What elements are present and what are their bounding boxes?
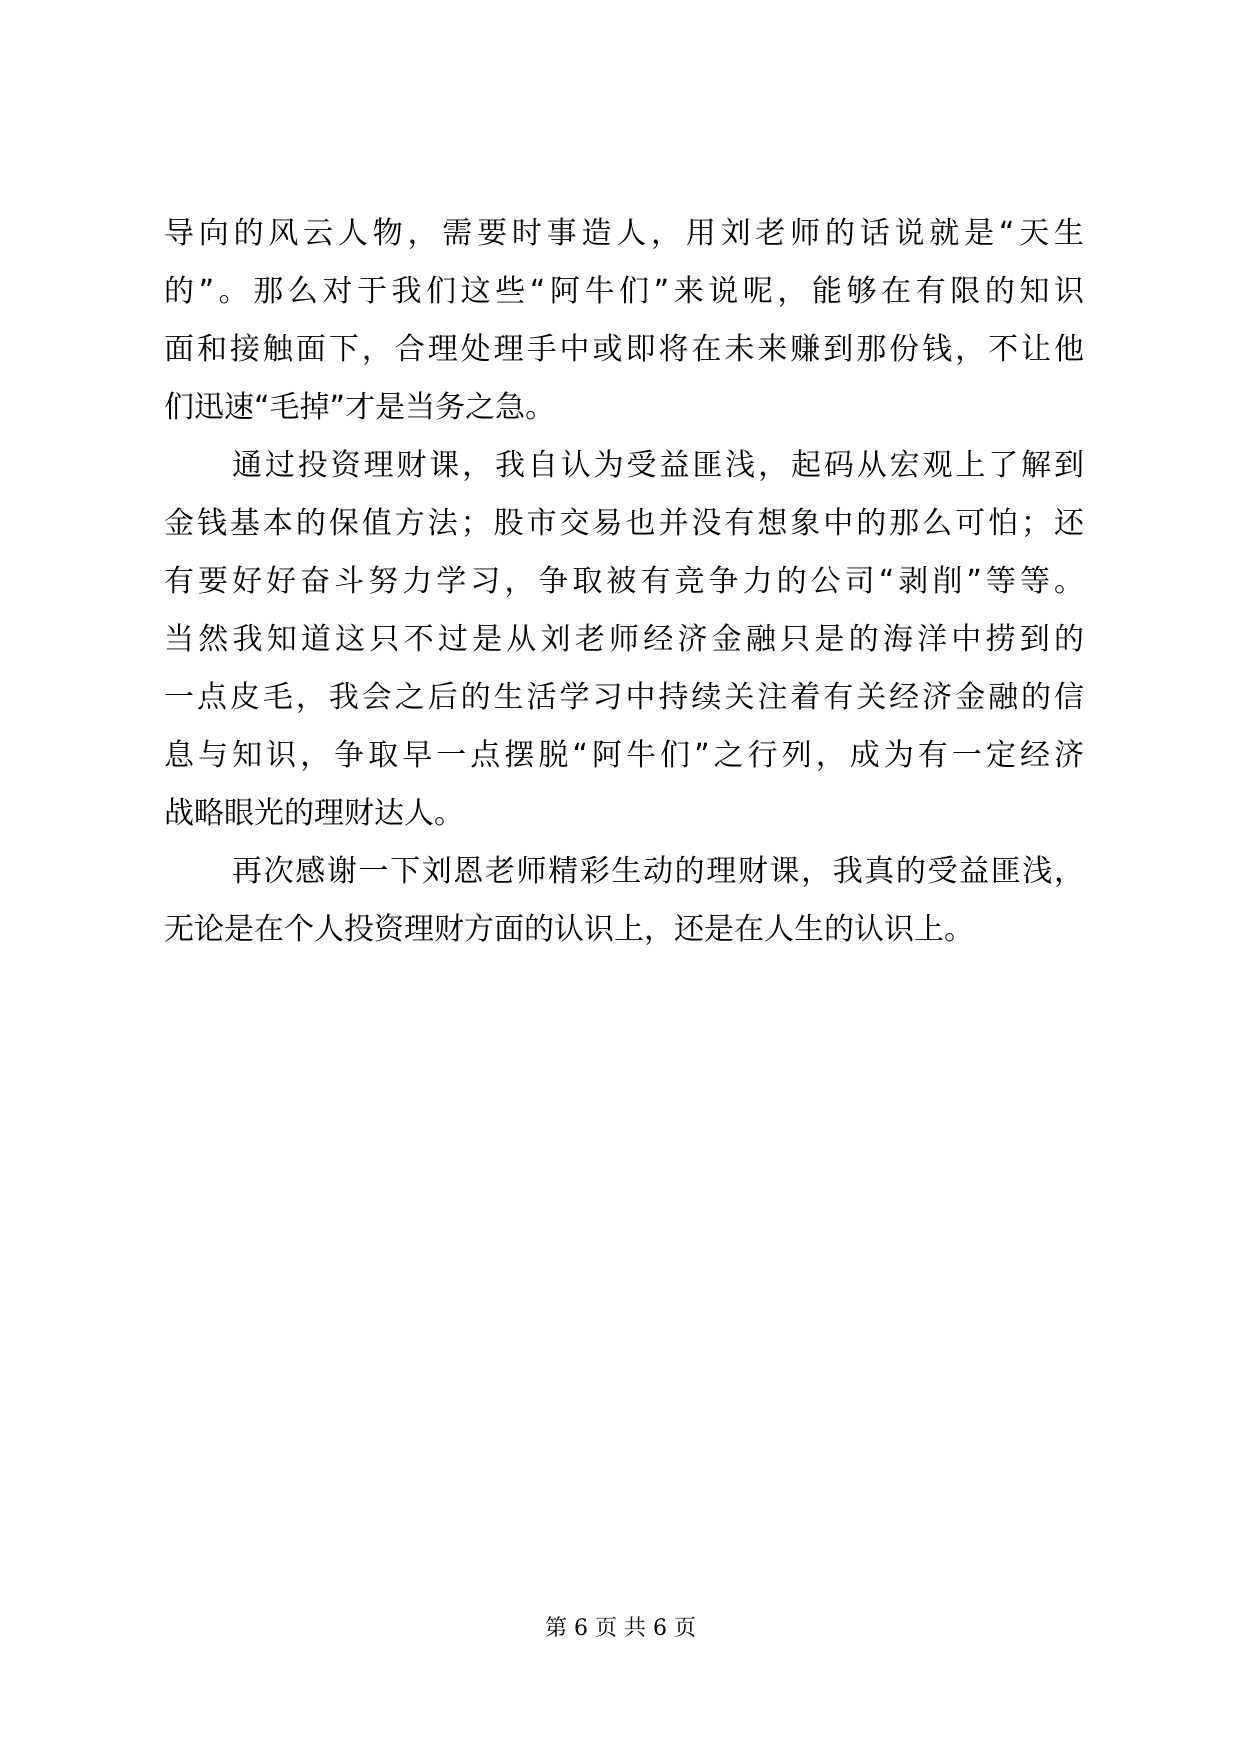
paragraph-2-line-1: 通过投资理财课，我自认为受益匪浅，起码从宏观上了解到: [232, 448, 1084, 483]
paragraph-3-line-2: 无论是在个人投资理财方面的认识上，还是在人生的认识上。: [164, 912, 974, 947]
paragraph-1-line-3: 面和接触面下，合理处理手中或即将在未来赚到那份钱，不让他: [164, 332, 1084, 367]
paragraph-1-line-1: 导向的风云人物，需要时事造人，用刘老师的话说就是“天生: [164, 216, 1084, 251]
page-number-footer: 第 6 页 共 6 页: [545, 1616, 696, 1641]
paragraph-2-line-6: 息与知识，争取早一点摆脱“阿牛们”之行列，成为有一定经济: [164, 738, 1084, 773]
paragraph-2-line-3: 有要好好奋斗努力学习，争取被有竞争力的公司“剥削”等等。: [164, 564, 1084, 599]
paragraph-2-line-7: 战略眼光的理财达人。: [164, 796, 464, 831]
paragraph-2-line-5: 一点皮毛，我会之后的生活学习中持续关注着有关经济金融的信: [164, 680, 1084, 715]
paragraph-1-line-4: 们迅速“毛掉”才是当务之急。: [164, 390, 556, 425]
paragraph-2-line-2: 金钱基本的保值方法；股市交易也并没有想象中的那么可怕；还: [164, 506, 1084, 541]
paragraph-1-line-2: 的”。那么对于我们这些“阿牛们”来说呢，能够在有限的知识: [164, 274, 1084, 309]
paragraph-2-line-4: 当然我知道这只不过是从刘老师经济金融只是的海洋中捞到的: [164, 622, 1084, 657]
paragraph-3-line-1: 再次感谢一下刘恩老师精彩生动的理财课，我真的受益匪浅，: [232, 854, 1084, 889]
